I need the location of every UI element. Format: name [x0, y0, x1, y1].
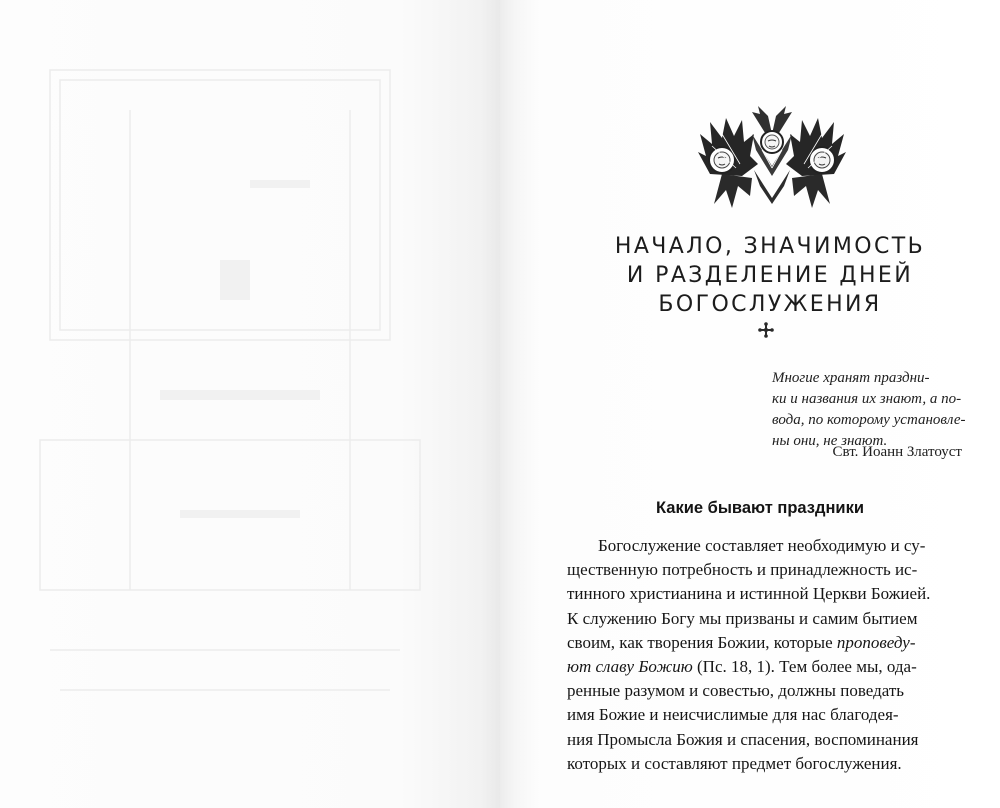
- body-line: Богослужение составляет необходимую и су-: [598, 536, 926, 555]
- scripture-quote: ют славу Божию: [567, 656, 693, 676]
- seraphim-ornament-icon: [692, 104, 852, 212]
- body-text-run: своим, как творения Божии, которые: [567, 632, 837, 652]
- cross-fleuron-icon: [758, 322, 774, 338]
- body-line: [567, 655, 967, 679]
- chapter-title-line: НАЧАЛО, ЗНАЧИМОСТЬ: [614, 234, 926, 259]
- body-paragraph: [567, 534, 967, 776]
- epigraph-line: вода, по которому установле-: [772, 412, 966, 428]
- body-line: ния Промысла Божия и спасения, воспоминания: [567, 729, 919, 749]
- bleed-through-ghost: [20, 30, 480, 790]
- epigraph-line: Многие хранят праздни-: [772, 370, 930, 386]
- chapter-title-line: И РАЗДЕЛЕНИЕ ДНЕЙ: [626, 263, 914, 288]
- body-line: [567, 631, 967, 655]
- body-line: имя Божие и неисчислимые для нас благодея-: [567, 705, 899, 725]
- body-line: ренные разумом и совестью, должны поведать: [567, 681, 905, 701]
- body-line: К служению Богу мы призваны и самим бытием: [567, 608, 918, 628]
- chapter-title: [600, 232, 940, 319]
- body-text-run: (Пс. 18, 1). Тем более мы, ода-: [692, 656, 917, 676]
- body-line: тинного христианина и истинной Церкви Божией.: [567, 584, 931, 604]
- epigraph-line: ны они, не знают.: [772, 433, 888, 449]
- chapter-title-line: БОГОСЛУЖЕНИЯ: [658, 292, 882, 317]
- body-line: которых и составляют предмет богослужения.: [567, 753, 902, 773]
- epigraph-author: Свт. Иоанн Златоуст: [832, 444, 962, 460]
- epigraph: [772, 368, 964, 452]
- body-line: щественную потребность и принадлежность ис-: [567, 560, 918, 580]
- epigraph-line: ки и названия их знают, а по-: [772, 391, 962, 407]
- section-heading: Какие бывают праздники: [656, 499, 864, 517]
- scripture-quote: проповеду-: [836, 632, 916, 652]
